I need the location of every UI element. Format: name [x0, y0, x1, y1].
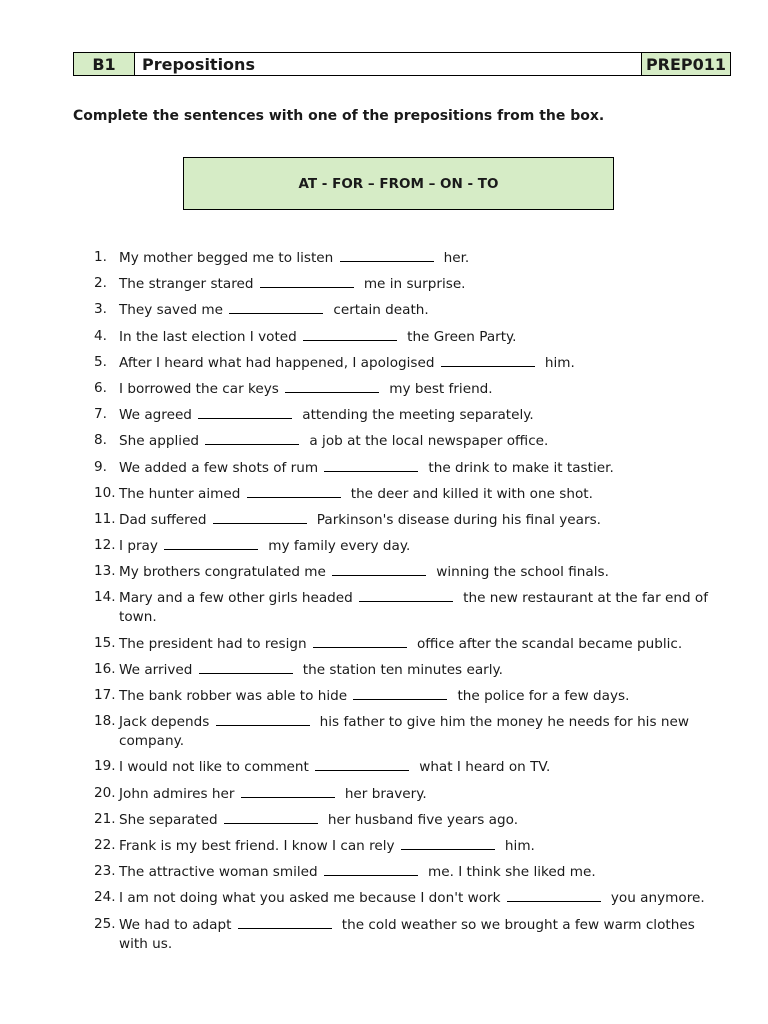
answer-blank[interactable] — [401, 836, 495, 850]
question-item — [0, 686, 768, 706]
question-item — [0, 712, 768, 751]
sentence-end: certain death. — [333, 302, 429, 319]
sentence-end: me in surprise. — [363, 276, 466, 293]
question-item — [0, 484, 768, 504]
answer-blank[interactable] — [359, 588, 453, 602]
question-sentence — [119, 431, 719, 451]
sentence-end: what I heard on TV. — [419, 759, 551, 776]
answer-blank[interactable] — [216, 712, 310, 726]
question-number: 7. — [94, 406, 107, 423]
question-sentence — [119, 784, 719, 804]
answer-blank[interactable] — [213, 510, 307, 524]
question-number: 17. — [94, 687, 116, 703]
question-number: 15. — [94, 634, 116, 651]
question-item — [0, 353, 768, 373]
code-cell: PREP011 — [642, 53, 731, 76]
question-sentence — [119, 915, 719, 954]
question-item — [0, 588, 768, 627]
level-cell: B1 — [74, 53, 135, 76]
question-number: 4. — [94, 327, 107, 344]
question-number: 2. — [94, 275, 107, 292]
answer-blank[interactable] — [229, 300, 323, 314]
question-item — [0, 536, 768, 556]
sentence-end: you anymore. — [610, 890, 705, 907]
sentence-end: the station ten minutes early. — [302, 661, 503, 678]
answer-blank[interactable] — [353, 686, 447, 700]
answer-blank[interactable] — [224, 810, 318, 824]
sentence-end: my best friend. — [389, 380, 493, 397]
sentence-start: We arrived — [119, 661, 193, 678]
preposition-box — [183, 157, 614, 210]
answer-blank[interactable] — [247, 484, 341, 498]
sentence-start: In the last election I voted — [119, 328, 297, 345]
sentence-end: the deer and killed it with one shot. — [350, 485, 593, 502]
sentence-start: Dad suffered — [119, 511, 207, 528]
question-sentence — [119, 248, 719, 268]
question-number: 10. — [94, 484, 116, 501]
answer-blank[interactable] — [313, 634, 407, 648]
sentence-start: Jack depends — [119, 714, 210, 731]
question-number: 21. — [94, 810, 116, 827]
sentence-start: My brothers congratulated me — [119, 564, 326, 581]
question-item — [0, 510, 768, 530]
question-number: 13. — [94, 563, 116, 580]
sentence-end: her husband five years ago. — [327, 811, 519, 828]
question-item — [0, 836, 768, 856]
question-number: 8. — [94, 432, 107, 449]
question-number: 14. — [94, 589, 116, 606]
answer-blank[interactable] — [303, 327, 397, 341]
question-number: 5. — [94, 353, 107, 370]
question-number: 16. — [94, 660, 116, 677]
question-item — [0, 810, 768, 830]
question-item — [0, 300, 768, 320]
question-sentence — [119, 405, 719, 425]
question-number: 18. — [94, 713, 116, 730]
question-number: 9. — [94, 458, 107, 475]
sentence-start: Mary and a few other girls headed — [119, 590, 353, 607]
sentence-start: I would not like to comment — [119, 759, 309, 776]
answer-blank[interactable] — [241, 784, 335, 798]
answer-blank[interactable] — [285, 379, 379, 393]
question-number: 11. — [94, 510, 116, 527]
sentence-end: the cold weather so we brought a few warm clothes with us. — [119, 916, 695, 952]
sentence-end: Parkinson's disease during his final years. — [316, 511, 601, 528]
sentence-start: We had to adapt — [119, 916, 232, 933]
question-number: 24. — [94, 889, 116, 906]
sentence-start: I borrowed the car keys — [119, 380, 279, 397]
question-sentence — [119, 836, 719, 856]
question-sentence — [119, 458, 719, 478]
answer-blank[interactable] — [164, 536, 258, 550]
preposition-box-text: AT - FOR – FROM – ON - TO — [298, 175, 499, 192]
question-item — [0, 784, 768, 804]
sentence-start: We added a few shots of rum — [119, 459, 319, 476]
question-sentence — [119, 327, 719, 347]
sentence-end: him. — [544, 354, 575, 371]
sentence-start: The stranger stared — [119, 276, 254, 293]
question-item — [0, 562, 768, 582]
question-sentence — [119, 686, 719, 706]
question-sentence — [119, 712, 719, 751]
sentence-start: I am not doing what you asked me because I don't work — [119, 890, 501, 907]
question-sentence — [119, 300, 719, 320]
sentence-start: We agreed — [119, 407, 192, 424]
sentence-start: The president had to resign — [119, 635, 307, 652]
sentence-end: winning the school finals. — [436, 564, 609, 581]
sentence-end: her bravery. — [344, 785, 427, 802]
question-sentence — [119, 810, 719, 830]
question-sentence — [119, 536, 719, 556]
answer-blank[interactable] — [324, 458, 418, 472]
answer-blank[interactable] — [507, 888, 601, 902]
question-sentence — [119, 353, 719, 373]
sentence-end: the new restaurant at the far end of town. — [119, 590, 709, 626]
question-item — [0, 660, 768, 680]
answer-blank[interactable] — [340, 248, 434, 262]
answer-blank[interactable] — [332, 562, 426, 576]
sentence-end: the Green Party. — [407, 328, 517, 345]
question-item — [0, 274, 768, 294]
sentence-start: The bank robber was able to hide — [119, 688, 348, 704]
sentence-end: him. — [504, 837, 535, 854]
question-item — [0, 458, 768, 478]
sentence-start: I pray — [119, 538, 158, 555]
question-number: 20. — [94, 784, 116, 801]
answer-blank[interactable] — [205, 431, 299, 445]
sentence-end: the drink to make it tastier. — [428, 459, 614, 476]
answer-blank[interactable] — [260, 274, 354, 288]
question-sentence — [119, 757, 719, 777]
question-sentence — [119, 588, 719, 627]
answer-blank[interactable] — [198, 405, 292, 419]
worksheet-header — [73, 52, 731, 76]
question-item — [0, 915, 768, 954]
sentence-end: office after the scandal became public. — [416, 635, 683, 652]
answer-blank[interactable] — [441, 353, 535, 367]
question-item — [0, 248, 768, 268]
sentence-start: She separated — [119, 811, 218, 828]
answer-blank[interactable] — [315, 757, 409, 771]
question-item — [0, 634, 768, 654]
question-number: 3. — [94, 301, 107, 318]
sentence-end: a job at the local newspaper office. — [309, 433, 549, 450]
answer-blank[interactable] — [238, 915, 332, 929]
title-cell: Prepositions — [135, 53, 642, 76]
sentence-end: her. — [443, 250, 470, 266]
question-item — [0, 327, 768, 347]
question-item — [0, 379, 768, 399]
question-number: 12. — [94, 537, 116, 554]
question-number: 19. — [94, 758, 116, 775]
question-number: 23. — [94, 863, 116, 880]
question-sentence — [119, 862, 719, 882]
question-item — [0, 405, 768, 425]
sentence-start: My mother begged me to listen — [119, 250, 334, 266]
question-item — [0, 862, 768, 882]
question-sentence — [119, 510, 719, 530]
question-item — [0, 431, 768, 451]
question-number: 1. — [94, 249, 107, 265]
answer-blank[interactable] — [199, 660, 293, 674]
question-sentence — [119, 562, 719, 582]
question-number: 22. — [94, 836, 116, 853]
question-number: 6. — [94, 379, 107, 396]
sentence-start: The attractive woman smiled — [119, 864, 318, 881]
sentence-end: my family every day. — [268, 538, 411, 555]
sentence-start: They saved me — [119, 302, 224, 319]
sentence-start: She applied — [119, 433, 200, 450]
question-sentence — [119, 379, 719, 399]
answer-blank[interactable] — [324, 862, 418, 876]
sentence-start: John admires her — [119, 785, 235, 802]
sentence-start: The hunter aimed — [119, 485, 241, 502]
question-sentence — [119, 660, 719, 680]
question-number: 25. — [94, 915, 116, 932]
question-item — [0, 888, 768, 908]
sentence-start: Frank is my best friend. I know I can rely — [119, 837, 395, 854]
sentence-end: attending the meeting separately. — [302, 407, 534, 424]
sentence-end: me. I think she liked me. — [427, 864, 596, 881]
question-sentence — [119, 274, 719, 294]
sentence-end: the police for a few days. — [457, 688, 630, 704]
question-item — [0, 757, 768, 777]
question-list — [0, 248, 768, 960]
sentence-start: After I heard what had happened, I apologised — [119, 354, 435, 371]
question-sentence — [119, 484, 719, 504]
question-sentence — [119, 634, 719, 654]
sentence-end: his father to give him the money he needs for his new company. — [119, 714, 689, 750]
question-sentence — [119, 888, 719, 908]
instruction-text: Complete the sentences with one of the prepositions from the box. — [73, 108, 605, 124]
